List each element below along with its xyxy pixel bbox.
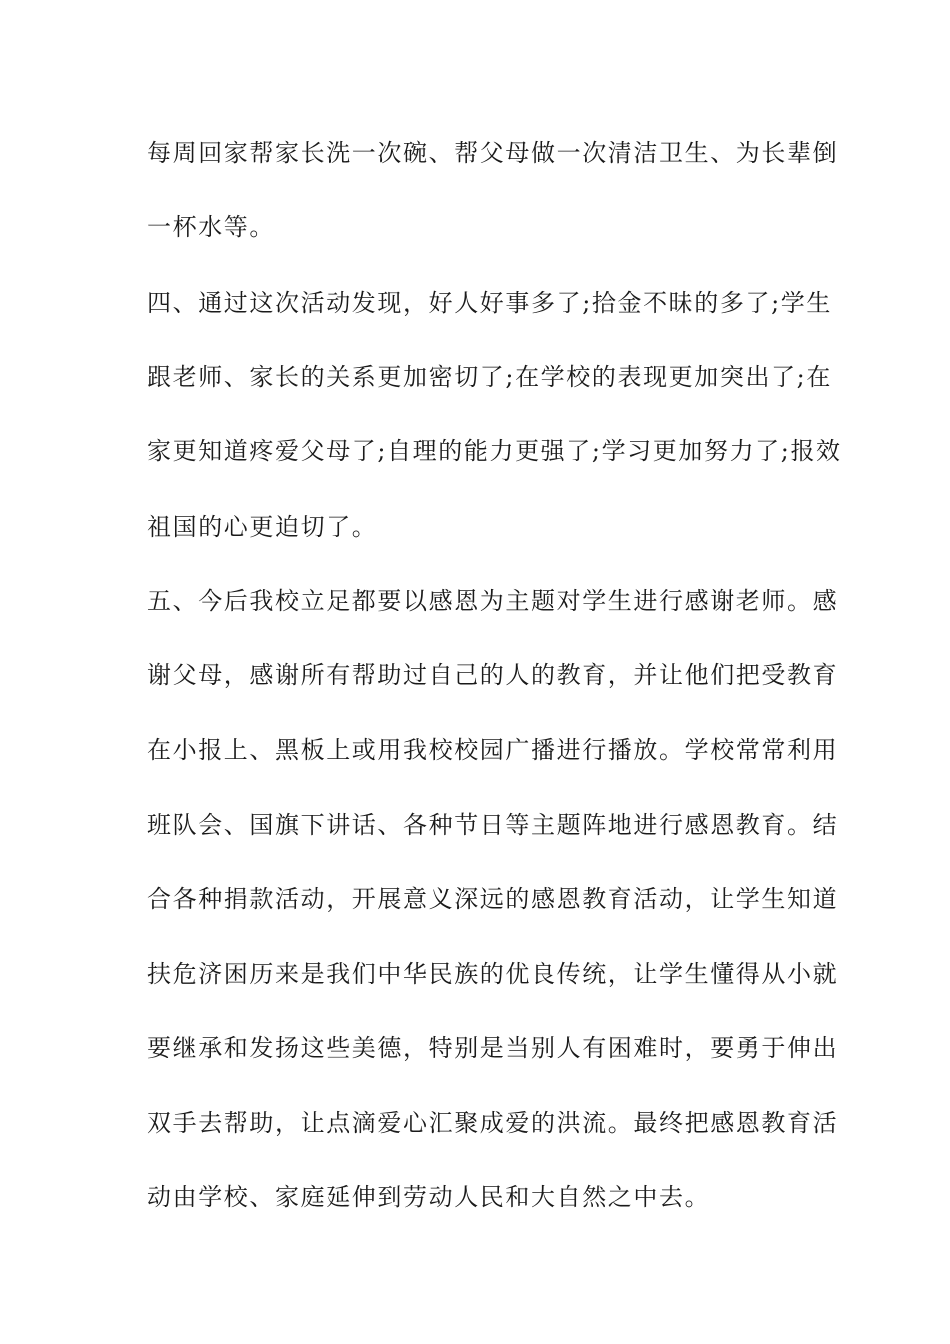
text-line: 要继承和发扬这些美德，特别是当别人有困难时，要勇于伸出 [147, 1034, 839, 1062]
text-line: 跟老师、家长的关系更加密切了;在学校的表现更加突出了;在 [147, 363, 832, 391]
text-line: 合各种捐款活动，开展意义深远的感恩教育活动，让学生知道 [147, 885, 839, 913]
text-line: 谢父母，感谢所有帮助过自己的人的教育，并让他们把受教育 [147, 661, 839, 689]
text-line: 双手去帮助，让点滴爱心汇聚成爱的洪流。最终把感恩教育活 [147, 1109, 839, 1137]
text-line: 动由学校、家庭延伸到劳动人民和大自然之中去。 [147, 1183, 711, 1211]
text-line: 四、通过这次活动发现，好人好事多了;拾金不昧的多了;学生 [147, 289, 832, 317]
text-line: 五、今后我校立足都要以感恩为主题对学生进行感谢老师。感 [147, 587, 839, 615]
text-line: 家更知道疼爱父母了;自理的能力更强了;学习更加努力了;报效 [147, 437, 842, 465]
text-line: 班队会、国旗下讲话、各种节日等主题阵地进行感恩教育。结 [147, 811, 839, 839]
text-line: 在小报上、黑板上或用我校校园广播进行播放。学校常常利用 [147, 736, 839, 764]
text-line: 每周回家帮家长洗一次碗、帮父母做一次清洁卫生、为长辈倒 [147, 139, 839, 167]
text-line: 一杯水等。 [147, 213, 275, 241]
text-line: 扶危济困历来是我们中华民族的优良传统，让学生懂得从小就 [147, 960, 839, 988]
text-line: 祖国的心更迫切了。 [147, 513, 378, 541]
